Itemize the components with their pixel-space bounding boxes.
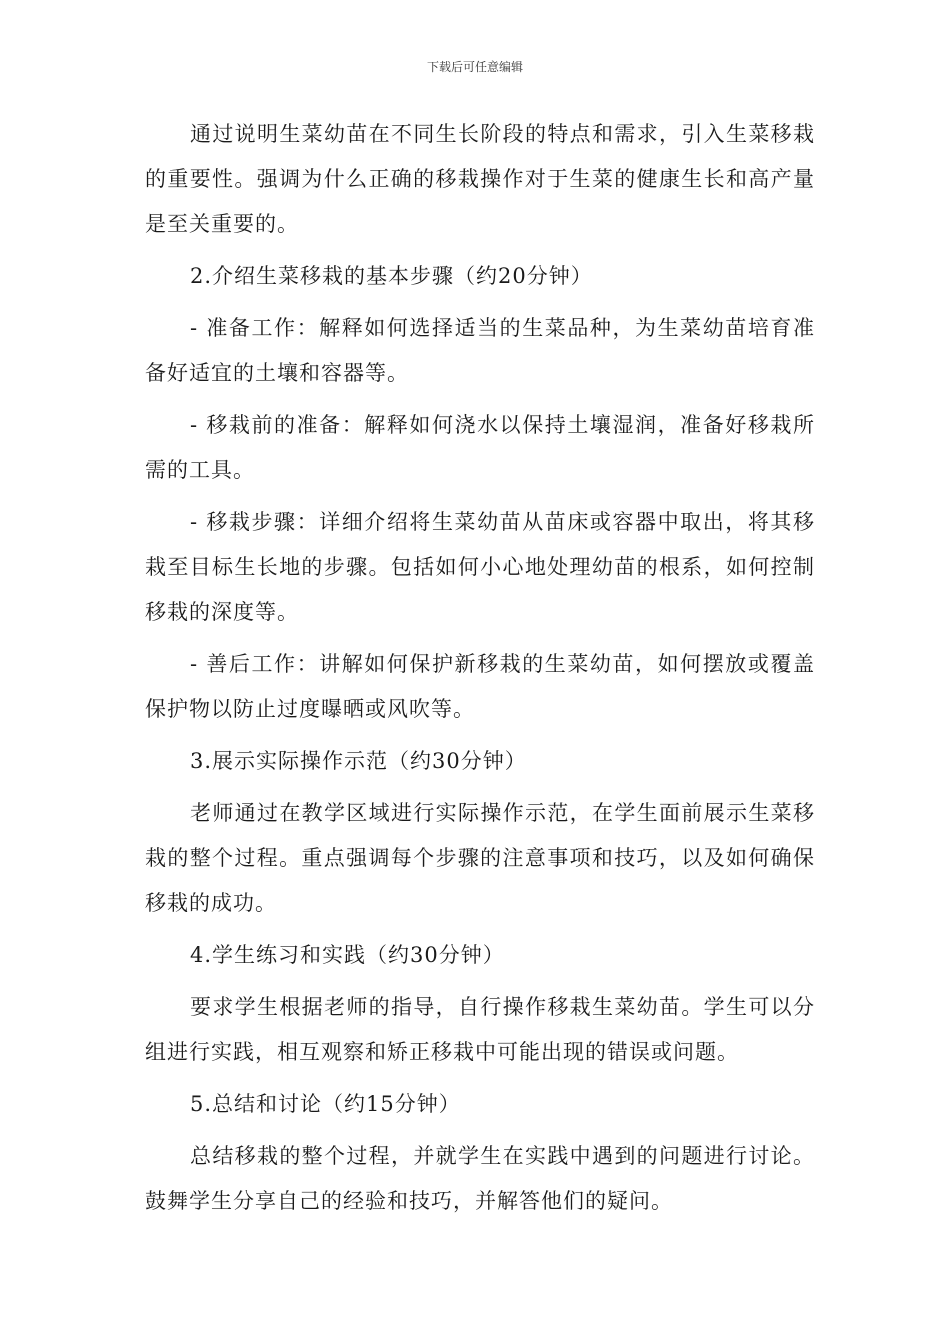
document-body [145, 112, 815, 1231]
paragraph-summary: 总结移栽的整个过程，并就学生在实践中遇到的问题进行讨论。鼓舞学生分享自己的经验和技巧，并解答他们的疑问。 [145, 1144, 815, 1213]
list-item-pre-transplant: - 移栽前的准备：解释如何浇水以保持土壤湿润，准备好移栽所需的工具。 [145, 413, 815, 482]
paragraph-intro: 通过说明生菜幼苗在不同生长阶段的特点和需求，引入生菜移栽的重要性。强调为什么正确的移栽操作对于生菜的健康生长和高产量是至关重要的。 [145, 122, 815, 236]
list-item-transplant-steps: - 移栽步骤：详细介绍将生菜幼苗从苗床或容器中取出，将其移栽至目标生长地的步骤。包括如何小心地处理幼苗的根系，如何控制移栽的深度等。 [145, 510, 815, 624]
list-item-aftercare: - 善后工作：讲解如何保护新移栽的生菜幼苗，如何摆放或覆盖保护物以防止过度曝晒或风吹等。 [145, 652, 815, 721]
section-heading-5: 5.总结和讨论（约15分钟） [190, 1092, 461, 1116]
section-heading-2: 2.介绍生菜移栽的基本步骤（约20分钟） [190, 264, 593, 288]
paragraph-practice: 要求学生根据老师的指导，自行操作移栽生菜幼苗。学生可以分组进行实践，相互观察和矫正移栽中可能出现的错误或问题。 [145, 995, 815, 1064]
list-item-preparation: - 准备工作：解释如何选择适当的生菜品种，为生菜幼苗培育准备好适宜的土壤和容器等。 [145, 316, 815, 385]
page-header: 下载后可任意编辑 [426, 60, 523, 74]
section-heading-3: 3.展示实际操作示范（约30分钟） [190, 749, 527, 773]
section-heading-4: 4.学生练习和实践（约30分钟） [190, 943, 505, 967]
paragraph-demonstration: 老师通过在教学区域进行实际操作示范，在学生面前展示生菜移栽的整个过程。重点强调每个步骤的注意事项和技巧，以及如何确保移栽的成功。 [145, 801, 815, 915]
